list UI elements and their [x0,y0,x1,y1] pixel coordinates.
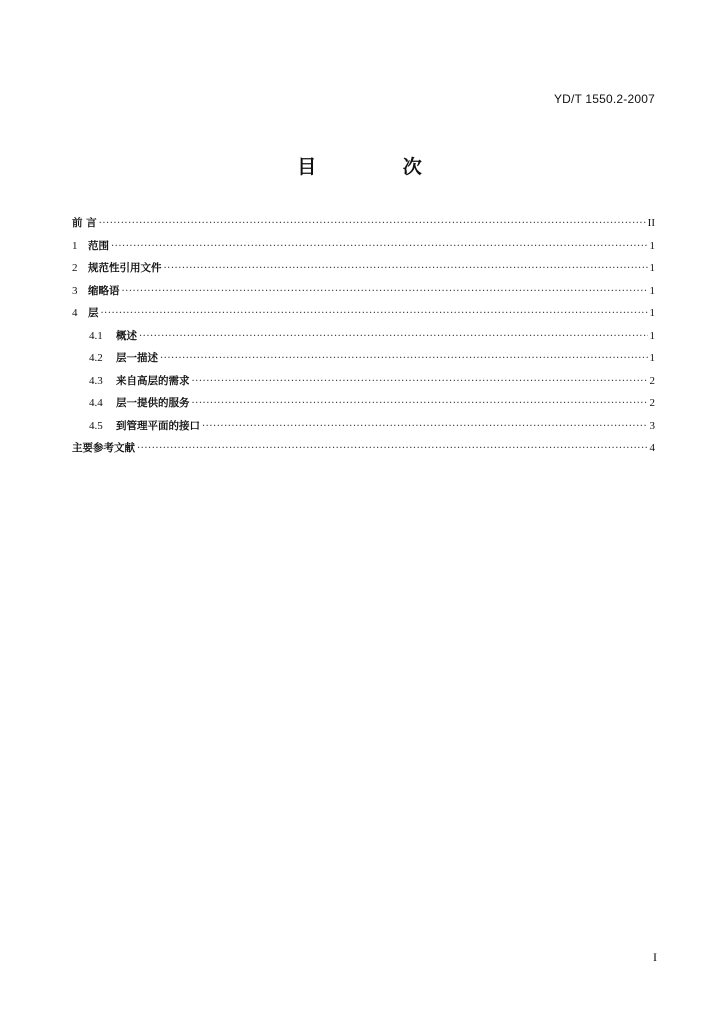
toc-entry-layer1-description[interactable] [72,347,655,370]
toc-entry-number: 1 [72,239,78,252]
toc-entry-page: 1 [649,284,655,297]
toc-entry-page: 1 [649,329,655,342]
toc-title: 目 次 [297,156,462,178]
toc-entry-preface[interactable] [72,212,655,235]
toc-entry-page: 1 [649,352,655,364]
leader-dots [160,348,648,371]
leader-dots [137,438,648,461]
toc-entry-number: 4 [72,307,78,319]
toc-entry-page: 1 [649,307,655,319]
toc-entry-number: 3 [72,284,78,297]
toc-entry-label: 层一描述 [116,352,158,364]
toc-entry-number: 4.2 [89,352,103,364]
toc-entry-label: 来自高层的需求 [116,374,190,387]
toc-entry-label: 层一提供的服务 [116,397,190,409]
toc-entry-scope[interactable] [72,235,655,258]
table-of-contents [72,212,655,460]
toc-entry-label: 到管理平面的接口 [116,419,200,432]
leader-dots [192,393,648,416]
toc-entry-number: 4.1 [89,329,103,342]
page-number: I [653,950,657,964]
toc-entry-number: 4.4 [89,397,103,409]
toc-entry-page: 2 [649,397,655,409]
toc-entry-page: II [647,217,655,229]
toc-entry-page: 2 [649,374,655,387]
toc-entry-label: 主要参考文献 [72,442,135,454]
document-code: YD/T 1550.2-2007 [553,92,655,106]
toc-entry-page: 4 [649,442,655,454]
leader-dots [122,281,648,304]
toc-entry-number: 4.3 [89,374,103,387]
toc-entry-upper-layer-requirements[interactable] [72,370,655,393]
leader-dots [99,213,646,236]
toc-entry-management-plane-interface[interactable] [72,415,655,438]
toc-entry-page: 3 [649,419,655,432]
toc-entry-normative-references[interactable] [72,257,655,280]
toc-entry-layer1-services[interactable] [72,392,655,415]
toc-entry-abbreviations[interactable] [72,280,655,303]
leader-dots [202,416,648,439]
toc-entry-bibliography[interactable] [72,437,655,460]
toc-entry-number: 4.5 [89,419,103,432]
leader-dots [139,326,648,349]
toc-entry-page: 1 [649,262,655,274]
toc-entry-number: 2 [72,262,78,274]
toc-entry-overview[interactable] [72,325,655,348]
toc-entry-layer[interactable] [72,302,655,325]
toc-entry-label: 规范性引用文件 [88,262,162,274]
leader-dots [164,258,648,281]
leader-dots [111,236,648,259]
toc-entry-page: 1 [649,239,655,252]
toc-entry-label: 缩略语 [88,284,120,297]
toc-entry-label: 范围 [88,239,109,252]
leader-dots [101,303,648,326]
toc-entry-label: 层 [88,307,99,319]
toc-entry-label: 前 言 [72,217,97,229]
toc-entry-label: 概述 [116,329,137,342]
leader-dots [192,371,648,394]
